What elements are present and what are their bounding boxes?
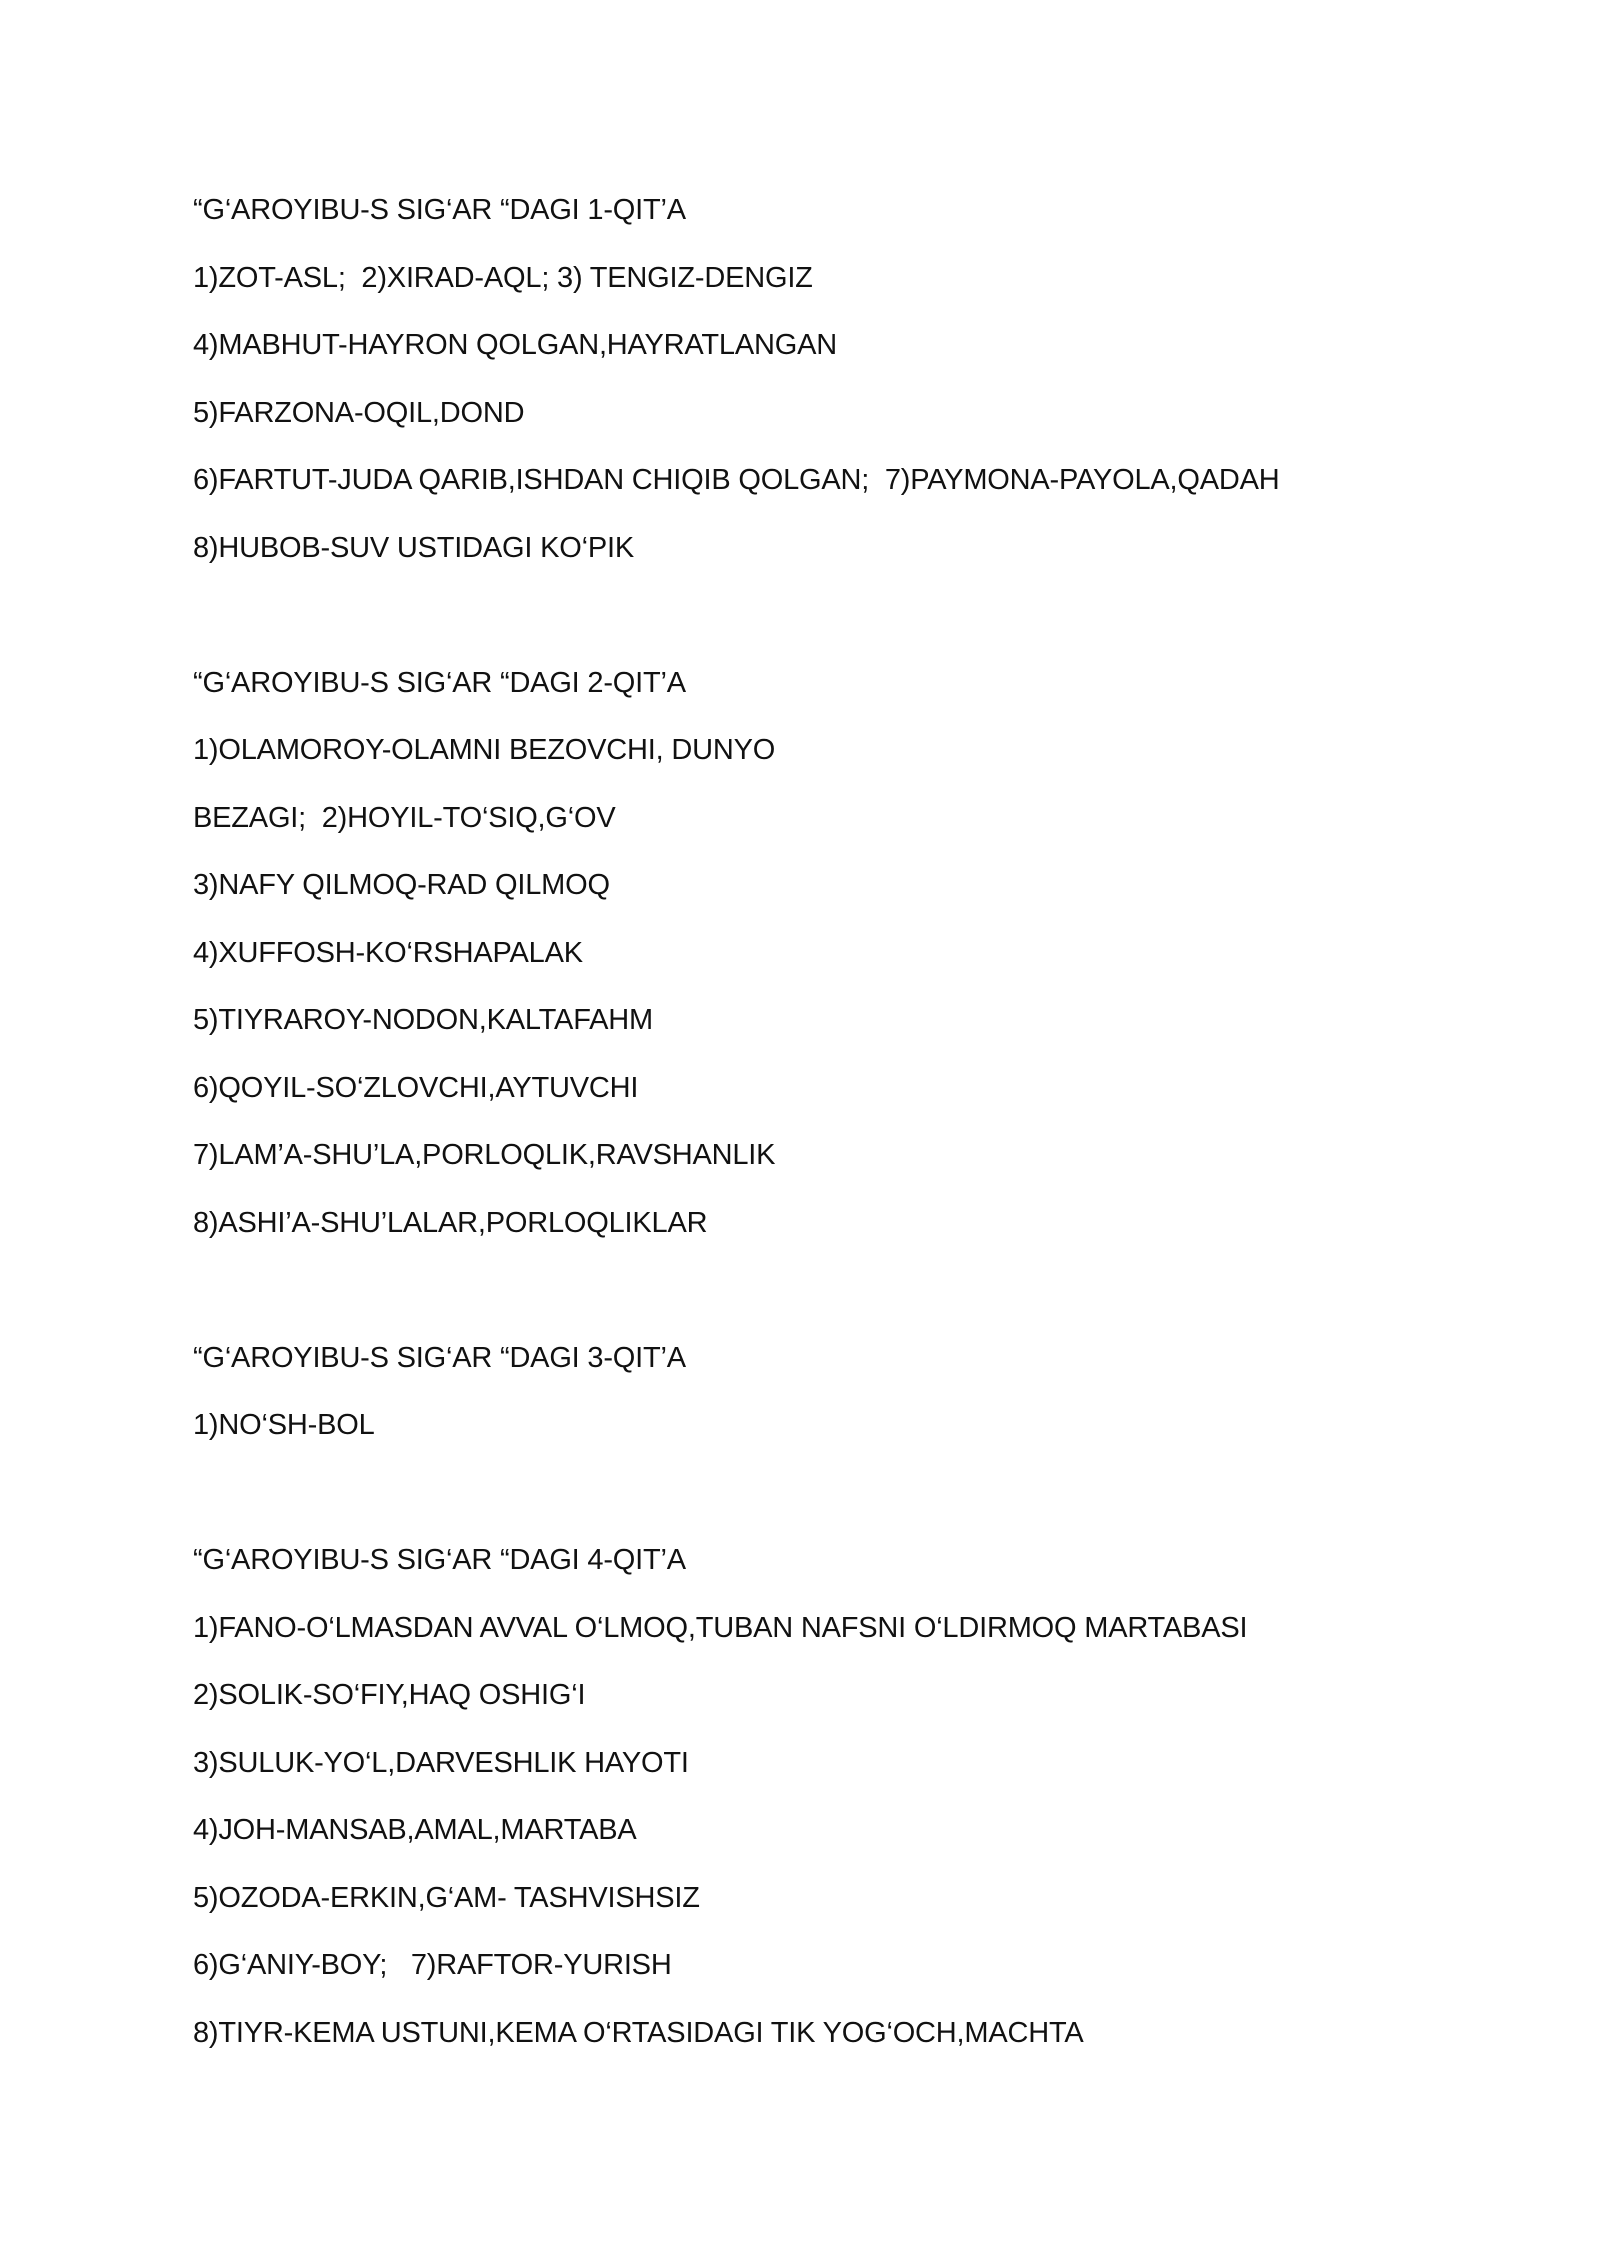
glossary-line: 4)XUFFOSH-KO‘RSHAPALAK <box>193 936 583 969</box>
glossary-line: 6)G‘ANIY-BOY; 7)RAFTOR-YURISH <box>193 1949 672 1981</box>
glossary-line: 1)FANO-O‘LMASDAN AVVAL O‘LMOQ,TUBAN NAFSNI O‘LDIRMOQ MARTABASI <box>193 1611 1248 1644</box>
section-spacer <box>193 595 1523 663</box>
glossary-line: 2)SOLIK-SO‘FIY,HAQ OSHIG‘I <box>193 1679 586 1711</box>
glossary-line: 1)ZOT-ASL; 2)XIRAD-AQL; 3) TENGIZ-DENGIZ <box>193 261 813 294</box>
section-4 <box>193 1540 1523 2080</box>
glossary-line: 3)NAFY QILMOQ-RAD QILMOQ <box>193 869 610 901</box>
glossary-line: 5)TIYRAROY-NODON,KALTAFAHM <box>193 1004 653 1036</box>
document-body <box>193 190 1523 2080</box>
section-1 <box>193 190 1523 595</box>
glossary-line: 5)FARZONA-OQIL,DOND <box>193 396 525 429</box>
glossary-line: BEZAGI; 2)HOYIL-TO‘SIQ,G‘OV <box>193 801 616 834</box>
glossary-line: 6)FARTUT-JUDA QARIB,ISHDAN CHIQIB QOLGAN; 7)PAYMONA-PAYOLA,QADAH <box>193 464 1280 496</box>
section-spacer <box>193 1270 1523 1338</box>
section-heading: “G‘AROYIBU-S SIG‘AR “DAGI 2-QIT’A <box>193 666 686 699</box>
glossary-line: 8)ASHI’A-SHU’LALAR,PORLOQLIKLAR <box>193 1206 708 1239</box>
glossary-line: 7)LAM’A-SHU’LA,PORLOQLIK,RAVSHANLIK <box>193 1139 776 1171</box>
glossary-line: 4)MABHUT-HAYRON QOLGAN,HAYRATLANGAN <box>193 329 837 361</box>
glossary-line: 4)JOH-MANSAB,AMAL,MARTABA <box>193 1814 637 1846</box>
glossary-line: 1)OLAMOROY-OLAMNI BEZOVCHI, DUNYO <box>193 734 776 766</box>
section-spacer <box>193 1473 1523 1541</box>
section-heading: “G‘AROYIBU-S SIG‘AR “DAGI 3-QIT’A <box>193 1341 686 1374</box>
section-heading: “G‘AROYIBU-S SIG‘AR “DAGI 4-QIT’A <box>193 1544 686 1576</box>
glossary-line: 3)SULUK-YO‘L,DARVESHLIK HAYOTI <box>193 1746 689 1779</box>
glossary-line: 8)TIYR-KEMA USTUNI,KEMA O‘RTASIDAGI TIK YOG‘OCH,MACHTA <box>193 2016 1084 2049</box>
section-3 <box>193 1338 1523 1473</box>
glossary-line: 8)HUBOB-SUV USTIDAGI KO‘PIK <box>193 531 634 564</box>
glossary-line: 6)QOYIL-SO‘ZLOVCHI,AYTUVCHI <box>193 1071 639 1104</box>
glossary-line: 1)NO‘SH-BOL <box>193 1409 375 1441</box>
section-2 <box>193 663 1523 1271</box>
section-heading: “G‘AROYIBU-S SIG‘AR “DAGI 1-QIT’A <box>193 194 686 226</box>
glossary-line: 5)OZODA-ERKIN,G‘AM- TASHVISHSIZ <box>193 1881 700 1914</box>
